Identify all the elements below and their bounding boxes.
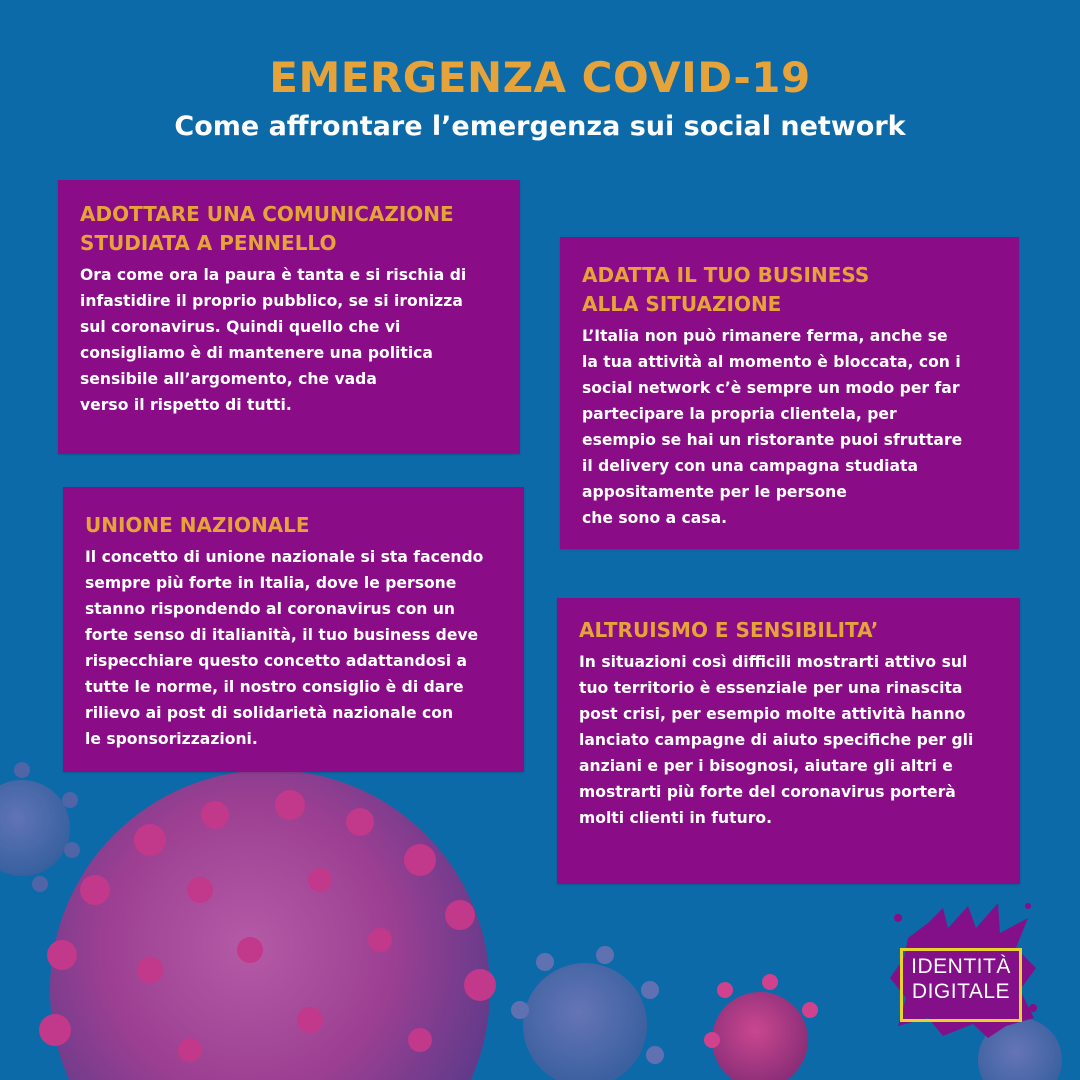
logo [888,898,1038,1038]
logo-text [900,954,1022,1004]
tip-card-unione [63,487,524,772]
tip-card-comunicazione [58,180,520,454]
page-title: EMERGENZA COVID-19 [269,53,811,102]
header [0,52,1080,144]
page-subtitle: Come affrontare l’emergenza sui social network [174,111,906,142]
logo-line-2: DIGITALE [911,980,1011,1003]
tip-card-business [560,237,1019,549]
card-body: Il concetto di unione nazionale si sta facendo sempre più forte in Italia, dove le persone stanno rispondendo al coronavirus con un forte senso di italianità, il tuo business deve rispecchiare questo concetto adattandosi a tutte le norme, il nostro consiglio è di dare rilievo ai post di solidarietà nazionale con le sponsorizzazioni. [85,548,484,748]
tip-card-altruismo [557,598,1020,884]
card-body: L’Italia non può rimanere ferma, anche se la tua attività al momento è bloccata, con i social network c’è sempre un modo per far partecipare la propria clientela, per esempio se hai un ristorante puoi sfruttare il delivery con una campagna studiata appositamente per le persone che sono a casa. [582,327,963,527]
virus-large [39,770,496,1080]
card-body: Ora come ora la paura è tanta e si rischia di infastidire il proprio pubblico, se si ironizza sul coronavirus. Quindi quello che vi consigliamo è di mantenere una politica sensibile all’argomento, che vada verso il rispetto di tutti. [80,266,467,414]
card-heading: ADATTA IL TUO BUSINESS ALLA SITUAZIONE [582,263,870,316]
virus-small-left [0,762,80,892]
card-heading: ADOTTARE UNA COMUNICAZIONE STUDIATA A PENNELLO [80,202,454,255]
virus-pink-right [704,974,818,1080]
card-heading: ALTRUISMO E SENSIBILITA’ [579,618,879,642]
card-body: In situazioni così difficili mostrarti attivo sul tuo territorio è essenziale per una rinascita post crisi, per esempio molte attività hanno lanciato campagne di aiuto specifiche per gli anziani e per i bisognosi, aiutare gli altri e mostrarti più forte del coronavirus porterà molti clienti in futuro. [579,653,974,827]
card-heading: UNIONE NAZIONALE [85,513,310,537]
logo-line-1: IDENTITÀ [911,955,1011,978]
virus-blue-middle [511,946,664,1080]
